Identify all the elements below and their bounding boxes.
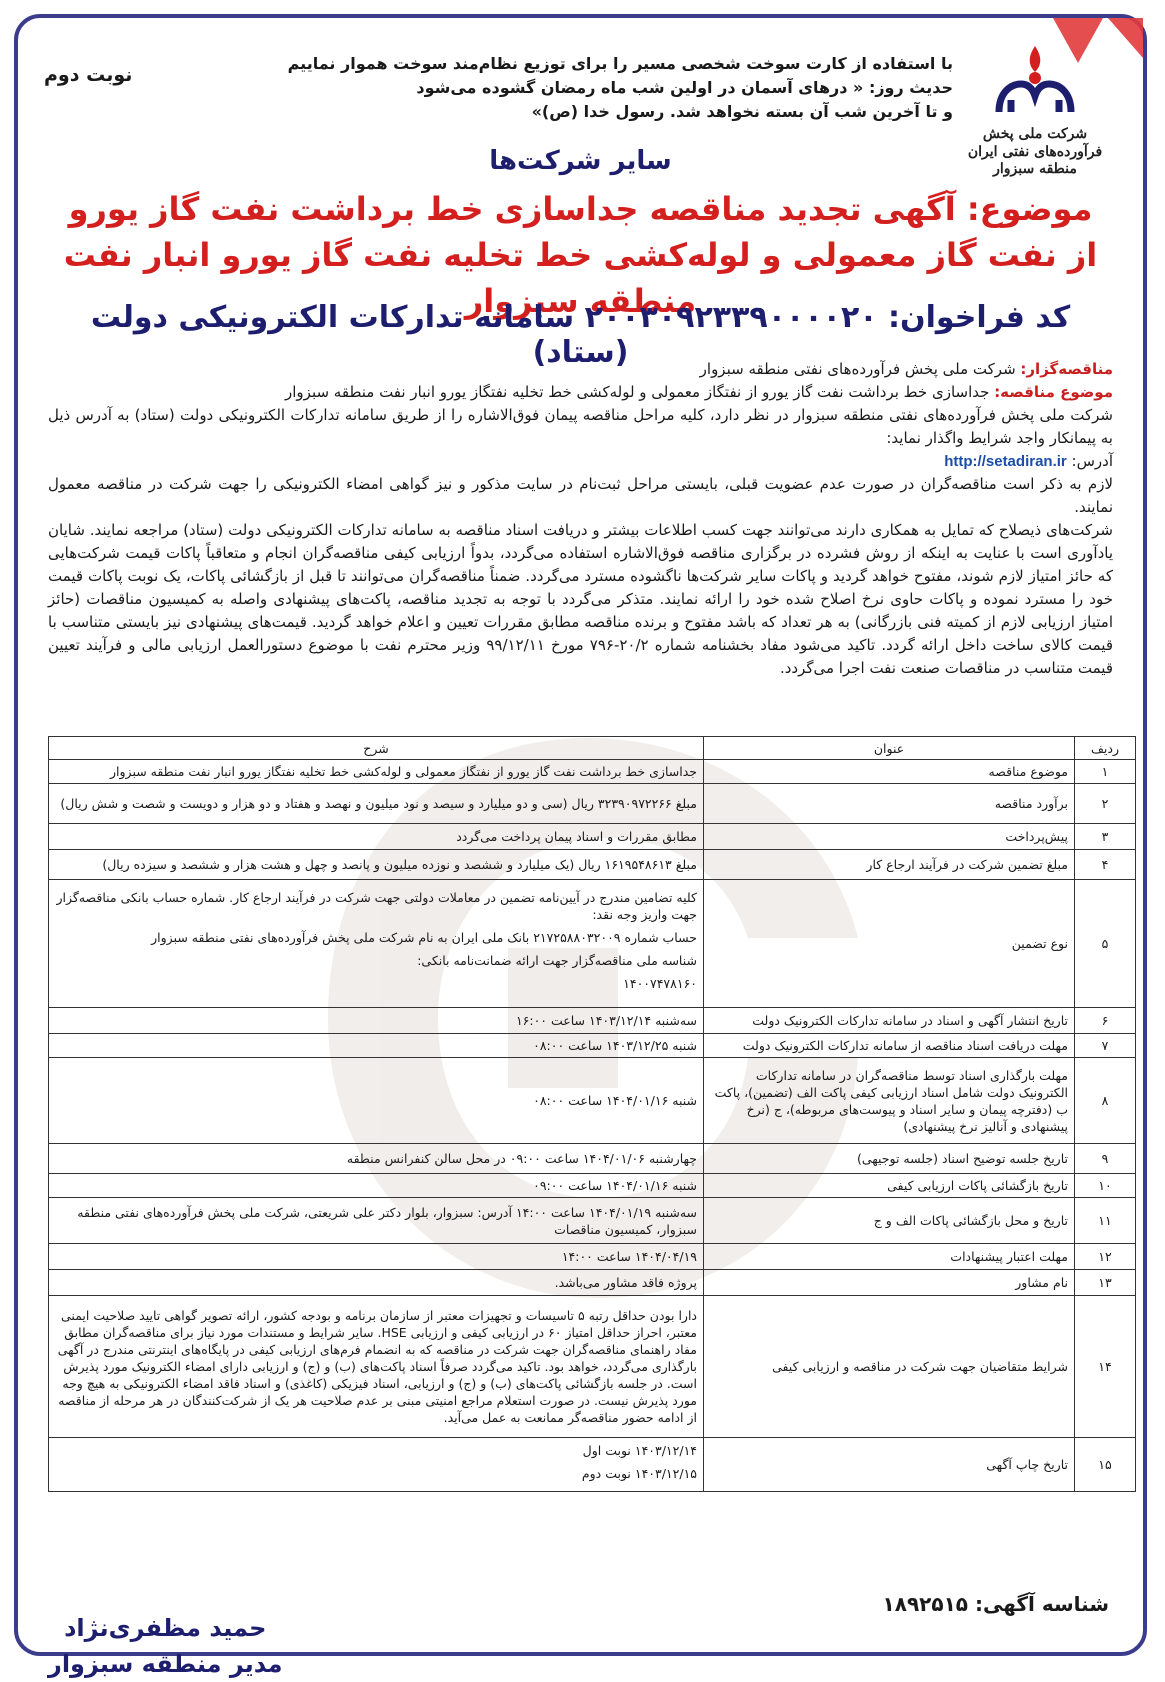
row-number: ۱۵ [1075,1438,1136,1492]
notice-frame [14,14,1147,1678]
row-description-line: شنبه ۱۴۰۴/۰۱/۱۶ ساعت ۰۸:۰۰ [533,1093,697,1108]
hadith-line: حدیث روز: « درهای آسمان در اولین شب ماه رمضان گشوده می‌شود [416,78,953,97]
row-description [49,1438,704,1492]
table-row [49,850,1136,880]
row-number: ۱۰ [1075,1174,1136,1198]
subject-line: از نفت گاز معمولی و لوله‌کشی خط تخلیه نفت گاز یورو انبار نفت منطقه سبزوار [63,236,1098,320]
row-number: ۵ [1075,880,1136,1008]
register-paragraph: لازم به ذکر است مناقصه‌گران در صورت عدم عضویت قبلی، بایستی مراحل ثبت‌نام در سایت مذکور و نیز گواهی امضاء الکترونیکی را جهت شرکت در مناقصه معمول نمایند. [48,475,1113,516]
row-description-line: مبلغ ۳۲۳۹۰۹۷۲۲۶۶ ریال (سی و دو میلیارد و سیصد و نود میلیون و نهصد و هفتاد و دو هزار و دویست و شصت و شش ریال) [60,796,697,811]
table-row [49,1244,1136,1270]
row-description-line: حساب شماره ۲۱۷۲۵۸۸۰۳۲۰۰۹ بانک ملی ایران به نام شرکت ملی پخش فرآورده‌های نفتی منطقه سبزوار [151,930,697,945]
row-description-line: ۱۴۰۴/۰۴/۱۹ ساعت ۱۴:۰۰ [561,1249,697,1264]
row-title: تاریخ انتشار آگهی و اسناد در سامانه تدارکات الکترونیک دولت [704,1008,1075,1034]
row-description [49,1174,704,1198]
row-title: نوع تضمین [704,880,1075,1008]
row-description-line: چهارشنبه ۱۴۰۴/۰۱/۰۶ ساعت ۰۹:۰۰ در محل سالن کنفرانس منطقه [346,1151,697,1166]
table-row [49,1034,1136,1058]
header-row-number: ردیف [1075,737,1136,760]
row-number: ۶ [1075,1008,1136,1034]
row-description [49,1270,704,1296]
tender-subject-label: موضوع مناقصه: [994,383,1113,401]
hadith-block [218,52,953,124]
row-number: ۱ [1075,760,1136,784]
header-title: عنوان [704,737,1075,760]
row-number: ۱۴ [1075,1296,1136,1438]
table-body [49,760,1136,1492]
row-description-line: ۱۴۰۳/۱۲/۱۵ نوبت دوم [581,1465,697,1481]
tender-subject-value: جداسازی خط برداشت نفت گاز یورو از نفتگاز معمولی و لوله‌کشی خط تخلیه نفتگاز یورو انبار نفت منطقه سبزوار [285,383,990,401]
logo-caption: شرکت ملی پخش فرآورده‌های نفتی ایران [967,126,1103,160]
table-row [49,824,1136,850]
row-description-line: ۱۴۰۳/۱۲/۱۴ نوبت اول [582,1442,697,1458]
row-title: مهلت دریافت اسناد مناقصه از سامانه تدارکات الکترونیک دولت [704,1034,1075,1058]
row-number: ۸ [1075,1058,1136,1144]
row-title: موضوع مناقصه [704,760,1075,784]
row-title: مبلغ تضمین شرکت در فرآیند ارجاع کار [704,850,1075,880]
table-row [49,1270,1136,1296]
tenderer-line [48,358,1113,381]
round-label: نوبت دوم [44,64,133,86]
table-row [49,1198,1136,1244]
row-title: شرایط متقاضیان جهت شرکت در مناقصه و ارزیابی کیفی [704,1296,1075,1438]
row-description-line: مبلغ ۱۶۱۹۵۴۸۶۱۳ ریال (یک میلیارد و ششصد و نوزده میلیون و پانصد و چهل و هشت هزار و ششصد و سیزده ریال) [102,857,697,872]
table-row [49,1058,1136,1144]
row-description-line: شنبه ۱۴۰۳/۱۲/۲۵ ساعت ۰۸:۰۰ [533,1038,697,1053]
table-header-row [49,737,1136,760]
row-description-line: مطابق مقررات و اسناد پیمان پرداخت می‌گردد [456,829,697,844]
table-row [49,784,1136,824]
table-row [49,1296,1136,1438]
row-description-line: سه‌شنبه ۱۴۰۳/۱۲/۱۴ ساعت ۱۶:۰۰ [515,1013,697,1028]
row-number: ۱۳ [1075,1270,1136,1296]
notice-id-value: ۱۸۹۲۵۱۵ [882,1592,968,1616]
row-title: تاریخ و محل بازگشائی پاکات الف و ج [704,1198,1075,1244]
intro-paragraph: شرکت ملی پخش فرآورده‌های نفتی منطقه سبزوار در نظر دارد، کلیه مراحل مناقصه پیمان فوق‌الاشاره را از طریق سامانه تدارکات الکترونیکی دولت (ستاد) به آدرس ذیل به پیمانکار واجد شرایط واگذار نماید: [48,406,1113,447]
row-title: تاریخ چاپ آگهی [704,1438,1075,1492]
address-link[interactable]: http://setadiran.ir [944,453,1067,470]
row-description [49,1034,704,1058]
row-number: ۳ [1075,824,1136,850]
row-description-line: سه‌شنبه ۱۴۰۴/۰۱/۱۹ ساعت ۱۴:۰۰ آدرس: سبزوار، بلوار دکتر علی شریعتی، شرکت ملی پخش فرآورده‌های نفتی منطقه سبزوار، کمیسیون مناقصات [77,1204,697,1237]
row-description-line: دارا بودن حداقل رتبه ۵ تاسیسات و تجهیزات معتبر از سازمان برنامه و بودجه کشور، ارائه تصویر گواهی تایید صلاحیت ایمنی معتبر، احراز حداقل امتیاز ۶۰ در ارزیابی کیفی و ارزیابی HSE. سایر شرایط و مستندات مورد نیاز برای مناقصه‌گران مطابق مفاد راهنمای مناقصه‌گران جهت شرکت در مناقصه که به انضمام فرم‌های ارزیابی کیفی در پایگاه‌های اینترنتی مندرج در آگهی بارگذاری می‌گردد، خواهد بود. تاکید می‌گردد صرفاً اسناد پاکت‌های (ب) و (ج) و ارزیابی دارای امضاء الکترونیک مورد پذیرش است. در جلسه بازگشائی پاکت‌های (ب) و (ج) و ارزیابی، اسناد فیزیکی (کاغذی) و اسناد فاقد امضاء الکترونیکی به هیچ وجه مورد پذیرش نیست. در صورت استعلام مراجع امنیتی مبنی بر عدم صلاحیت هر یک از شرکت‌کنندگان در هر مرحله از مناقصه از ادامه حضور مناقصه‌گر ممانعت به عمل می‌آید. [57,1308,697,1425]
address-label: آدرس: [1071,452,1113,470]
logo-region: منطقه سبزوار [993,161,1077,177]
tenderer-value: شرکت ملی پخش فرآورده‌های نفتی منطقه سبزوار [699,360,1016,378]
row-description-line: شنبه ۱۴۰۴/۰۱/۱۶ ساعت ۰۹:۰۰ [533,1178,697,1193]
row-number: ۴ [1075,850,1136,880]
category-heading: سایر شرکت‌ها [489,146,672,176]
notice-body [48,358,1113,680]
row-title: مهلت بارگذاری اسناد توسط مناقصه‌گران در سامانه تدارکات الکترونیک دولت شامل اسناد ارزیابی کیفی پاکت الف (تضمین)، پاکت ب (دفترچه پیمان و سایر اسناد و پیوست‌های مربوطه)، ج (نرخ پیشنهادی و آنالیز نرخ پیشنهادی) [704,1058,1075,1144]
tender-subject-line [48,381,1113,404]
details-table [48,736,1136,1492]
row-title: برآورد مناقصه [704,784,1075,824]
subject-line: موضوع: آگهی تجدید مناقصه جداسازی خط برداشت نفت گاز یورو [68,190,1093,228]
table-row [49,1144,1136,1174]
row-description [49,1144,704,1174]
main-paragraph: شرکت‌های ذیصلاح که تمایل به همکاری دارند می‌توانند جهت کسب اطلاعات بیشتر و دریافت اسناد مناقصه به سامانه تدارکات الکترونیکی دولت (ستاد) مراجعه نمایند. شایان یادآوری است با عنایت به اینکه از روش فشرده در برگزاری مناقصه فوق‌الاشاره استفاده می‌گردد، بدواً ارزیابی کیفی مناقصه‌گران انجام و متعاقباً پاکات قیمت شرکت‌هایی که حائز امتیاز لازم شوند، مفتوح خواهد گردید و پاکات سایر شرکت‌ها ناگشوده مسترد می‌گردد. ضمناً مناقصه‌گران می‌توانند تا قبل از بازگشائی پاکات، یک نوبت پاکات قیمت خود را مسترد نموده و پاکات حاوی نرخ اصلاح شده خود را ارائه نمایند. متذکر می‌گردد با توجه به تجدید مناقصه، پاکت‌های پیشنهادی واصله به کمیسیون مناقصات (حائز امتیاز ارزیابی لازم از کمیته فنی بازرگانی) به هر تعداد که باشد مفتوح و برنده مناقصه مطابق مقررات تعیین و اعلام خواهد گردید. قیمت‌های پیشنهادی نیز بایستی متناسب با قیمت کالای ساخت داخل ارائه گردد. تاکید می‌شود مفاد بخشنامه شماره ۲۰/۲-۷۹۶ مورخ ۹۹/۱۲/۱۱ وزیر محترم نفت با موضوع دستورالعمل ارزیابی مالی و فرآیند تعیین قیمت متناسب در مناقصات صنعت نفت اجرا می‌گردد. [48,521,1114,677]
header-description: شرح [49,737,704,760]
row-description [49,1008,704,1034]
notice-id [883,1592,1109,1616]
row-description [49,784,704,824]
table-row [49,880,1136,1008]
row-number: ۷ [1075,1034,1136,1058]
address-line [48,450,1113,473]
row-number: ۱۲ [1075,1244,1136,1270]
row-description-line: پروژه فاقد مشاور می‌باشد. [554,1275,697,1290]
table-row [49,1174,1136,1198]
row-description-line: کلیه تضامین مندرج در آیین‌نامه تضمین در معاملات دولتی جهت شرکت در فرآیند ارجاع کار. شماره حساب بانکی مناقصه‌گزار جهت واریز وجه نقد: [56,890,697,922]
signature-block [48,1610,283,1682]
row-description-line: ۱۴۰۰۷۴۷۸۱۶۰ [623,976,697,991]
table-row [49,1438,1136,1492]
row-description [49,1058,704,1144]
flame-logo-icon [989,42,1081,122]
row-description [49,850,704,880]
row-title: تاریخ بازگشائی پاکات ارزیابی کیفی [704,1174,1075,1198]
row-title: تاریخ جلسه توضیح اسناد (جلسه توجیهی) [704,1144,1075,1174]
row-description [49,1244,704,1270]
notice-id-label: شناسه آگهی: [974,1592,1109,1616]
row-number: ۱۱ [1075,1198,1136,1244]
row-title: پیش‌پرداخت [704,824,1075,850]
hadith-line: و تا آخرین شب آن بسته نخواهد شد. رسول خدا (ص)» [531,102,953,121]
signature-name: حمید مظفری‌نژاد [64,1614,267,1642]
row-description [49,1198,704,1244]
row-description-line: شناسه ملی مناقصه‌گزار جهت ارائه ضمانت‌نامه بانکی: [417,953,697,968]
call-code: کد فراخوان: ۲۰۰۳۰۹۲۳۳۹۰۰۰۰۲۰ سامانه تدارکات الکترونیکی دولت (ستاد) [90,300,1071,370]
hadith-line: با استفاده از کارت سوخت شخصی مسیر را برای توزیع نظام‌مند سوخت هموار نماییم [287,54,953,73]
row-title: نام مشاور [704,1270,1075,1296]
row-description [49,880,704,1008]
row-description-line: جداسازی خط برداشت نفت گاز یورو از نفتگاز معمولی و لوله‌کشی خط تخلیه نفتگاز یورو انبار نفت منطقه سبزوار [110,764,697,779]
row-number: ۹ [1075,1144,1136,1174]
row-title: مهلت اعتبار پیشنهادات [704,1244,1075,1270]
signature-title: مدیر منطقه سبزوار [48,1650,283,1678]
row-description [49,760,704,784]
table-row [49,1008,1136,1034]
table-row [49,760,1136,784]
row-description [49,1296,704,1438]
row-description [49,824,704,850]
row-number: ۲ [1075,784,1136,824]
tenderer-label: مناقصه‌گزار: [1020,360,1113,378]
